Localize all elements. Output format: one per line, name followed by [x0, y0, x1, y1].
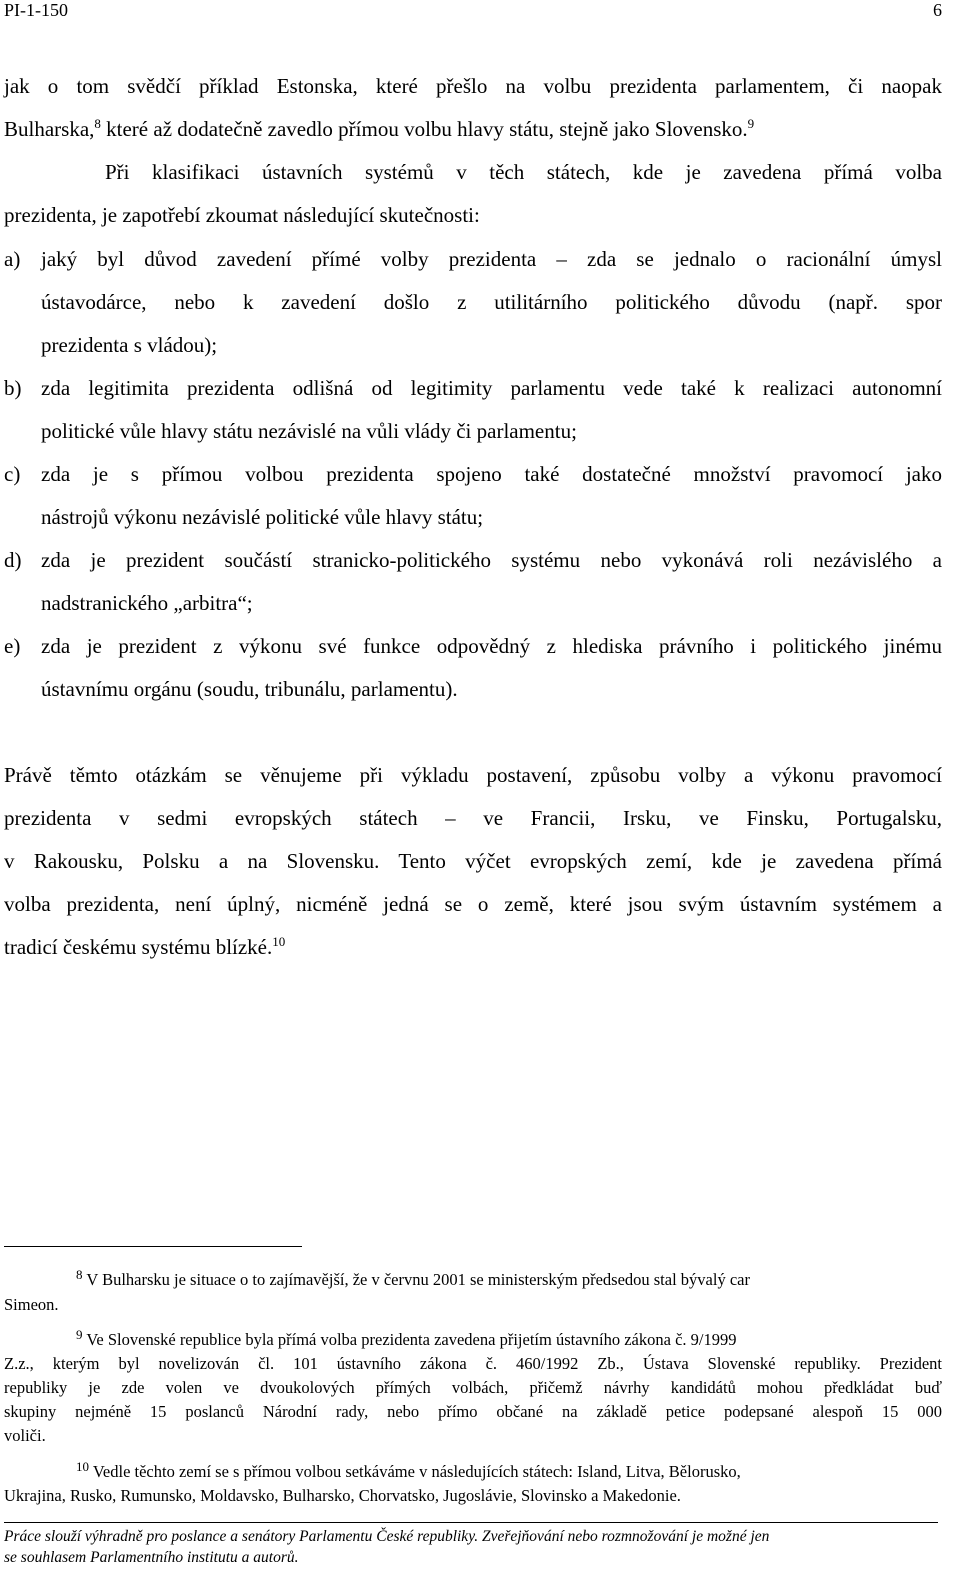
footer-separator — [4, 1522, 938, 1523]
footnote-line: republiky je zde volen ve dvoukolových přímých volbách, přičemž návrhy kandidátů mohou předkládat buď — [4, 1378, 942, 1397]
paragraph-line: Při klasifikaci ústavních systémů v těch státech, kde je zavedena přímá volba — [105, 160, 942, 184]
footnote-line: voliči. — [4, 1426, 46, 1445]
paragraph-line — [4, 116, 754, 142]
footnote-number: 10 — [76, 1458, 89, 1474]
footnote-10 — [4, 1460, 741, 1483]
list-marker: d) — [4, 548, 22, 572]
footnote-8 — [4, 1268, 942, 1291]
list-item-line: ústavodárce, nebo k zavedení došlo z utilitárního politického důvodu (např. spor — [41, 290, 942, 314]
footnote-line: Ukrajina, Rusko, Rumunsko, Moldavsko, Bulharsko, Chorvatsko, Jugoslávie, Slovinsko a Makedonie. — [4, 1486, 681, 1505]
list-item-line: zda je prezident z výkonu své funkce odpovědný z hlediska právního i politického jinému — [41, 634, 942, 658]
text-run: tradicí českému systému blízké. — [4, 935, 273, 959]
list-marker: e) — [4, 634, 21, 658]
footnote-number: 8 — [76, 1266, 83, 1282]
list-item-line: zda je s přímou volbou prezidenta spojeno také dostatečné množství pravomocí jako — [41, 462, 942, 486]
list-item-line: nástrojů výkonu nezávislé politické vůle hlavy státu; — [41, 505, 484, 529]
paragraph-line: v Rakousku, Polsku a na Slovensku. Tento výčet evropských zemí, kde je zavedena přímá — [4, 849, 942, 873]
footnote-ref[interactable]: 9 — [747, 116, 755, 131]
footnote-line: skupiny nejméně 15 poslanců Národní rady, nebo přímo občané na základě petice podepsané alespoň 15 000 — [4, 1402, 942, 1421]
paragraph-line: volba prezidenta, není úplný, nicméně jedná se o země, které jsou svým ústavním systémem a — [4, 892, 942, 916]
text-run: Bulharska, — [4, 117, 95, 141]
text-run: které až dodatečně zavedlo přímou volbu hlavy státu, stejně jako Slovensko. — [100, 117, 748, 141]
footnote-separator — [4, 1246, 302, 1247]
footnote-number: 9 — [76, 1326, 83, 1342]
paragraph-line: Právě těmto otázkám se věnujeme při výkladu postavení, způsobu volby a výkonu pravomocí — [4, 763, 942, 787]
list-item-line: politické vůle hlavy státu nezávislé na vůli vlády či parlamentu; — [41, 419, 577, 443]
list-item-line: nadstranického „arbitra“; — [41, 591, 253, 615]
footnote-ref[interactable]: 10 — [272, 934, 286, 949]
footnote-text: Vedle těchto zemí se s přímou volbou setkáváme v následujících státech: Island, Litva, Bělorusko, — [92, 1462, 741, 1481]
list-item-line: prezidenta s vládou); — [41, 333, 218, 357]
footer-notice-line: Práce slouží výhradně pro poslance a senátory Parlamentu České republiky. Zveřejňování nebo rozmnožování je možné jen — [4, 1528, 770, 1545]
list-marker: a) — [4, 247, 21, 271]
paragraph-line — [4, 934, 285, 960]
paragraph-line: prezidenta v sedmi evropských státech – ve Francii, Irsku, ve Finsku, Portugalsku, — [4, 806, 942, 830]
footnote-text: V Bulharsku je situace o to zajímavější, že v červnu 2001 se ministerským předsedou stal bývalý car — [86, 1270, 750, 1289]
footnote-ref[interactable]: 8 — [94, 116, 101, 131]
list-marker: b) — [4, 376, 22, 400]
footer-notice-line: se souhlasem Parlamentního institutu a autorů. — [4, 1549, 299, 1566]
list-item-line: zda je prezident součástí stranicko-politického systému nebo vykonává roli nezávislého a — [41, 548, 942, 572]
paragraph-line: jak o tom svědčí příklad Estonska, které přešlo na volbu prezidenta parlamentem, či naopak — [4, 74, 942, 98]
list-item-line: zda legitimita prezidenta odlišná od legitimity parlamentu vede také k realizaci autonomní — [41, 376, 942, 400]
page-number: 6 — [933, 0, 942, 20]
list-marker: c) — [4, 462, 21, 486]
footnote-line: Z.z., kterým byl novelizován čl. 101 ústavního zákona č. 460/1992 Zb., Ústava Slovenské republiky. Prezident — [4, 1354, 942, 1373]
footnote-line: Simeon. — [4, 1295, 59, 1314]
list-item-line: ústavnímu orgánu (soudu, tribunálu, parlamentu). — [41, 677, 458, 701]
list-item-line: jaký byl důvod zavedení přímé volby prezidenta – zda se jednalo o racionální úmysl — [41, 247, 942, 271]
paragraph-line: prezidenta, je zapotřebí zkoumat následující skutečnosti: — [4, 203, 480, 227]
footnote-text: Ve Slovenské republice byla přímá volba prezidenta zavedena přijetím ústavního zákona č. 9/1999 — [86, 1330, 737, 1349]
document-id: PI-1-150 — [4, 0, 68, 20]
footnote-9 — [4, 1328, 736, 1351]
